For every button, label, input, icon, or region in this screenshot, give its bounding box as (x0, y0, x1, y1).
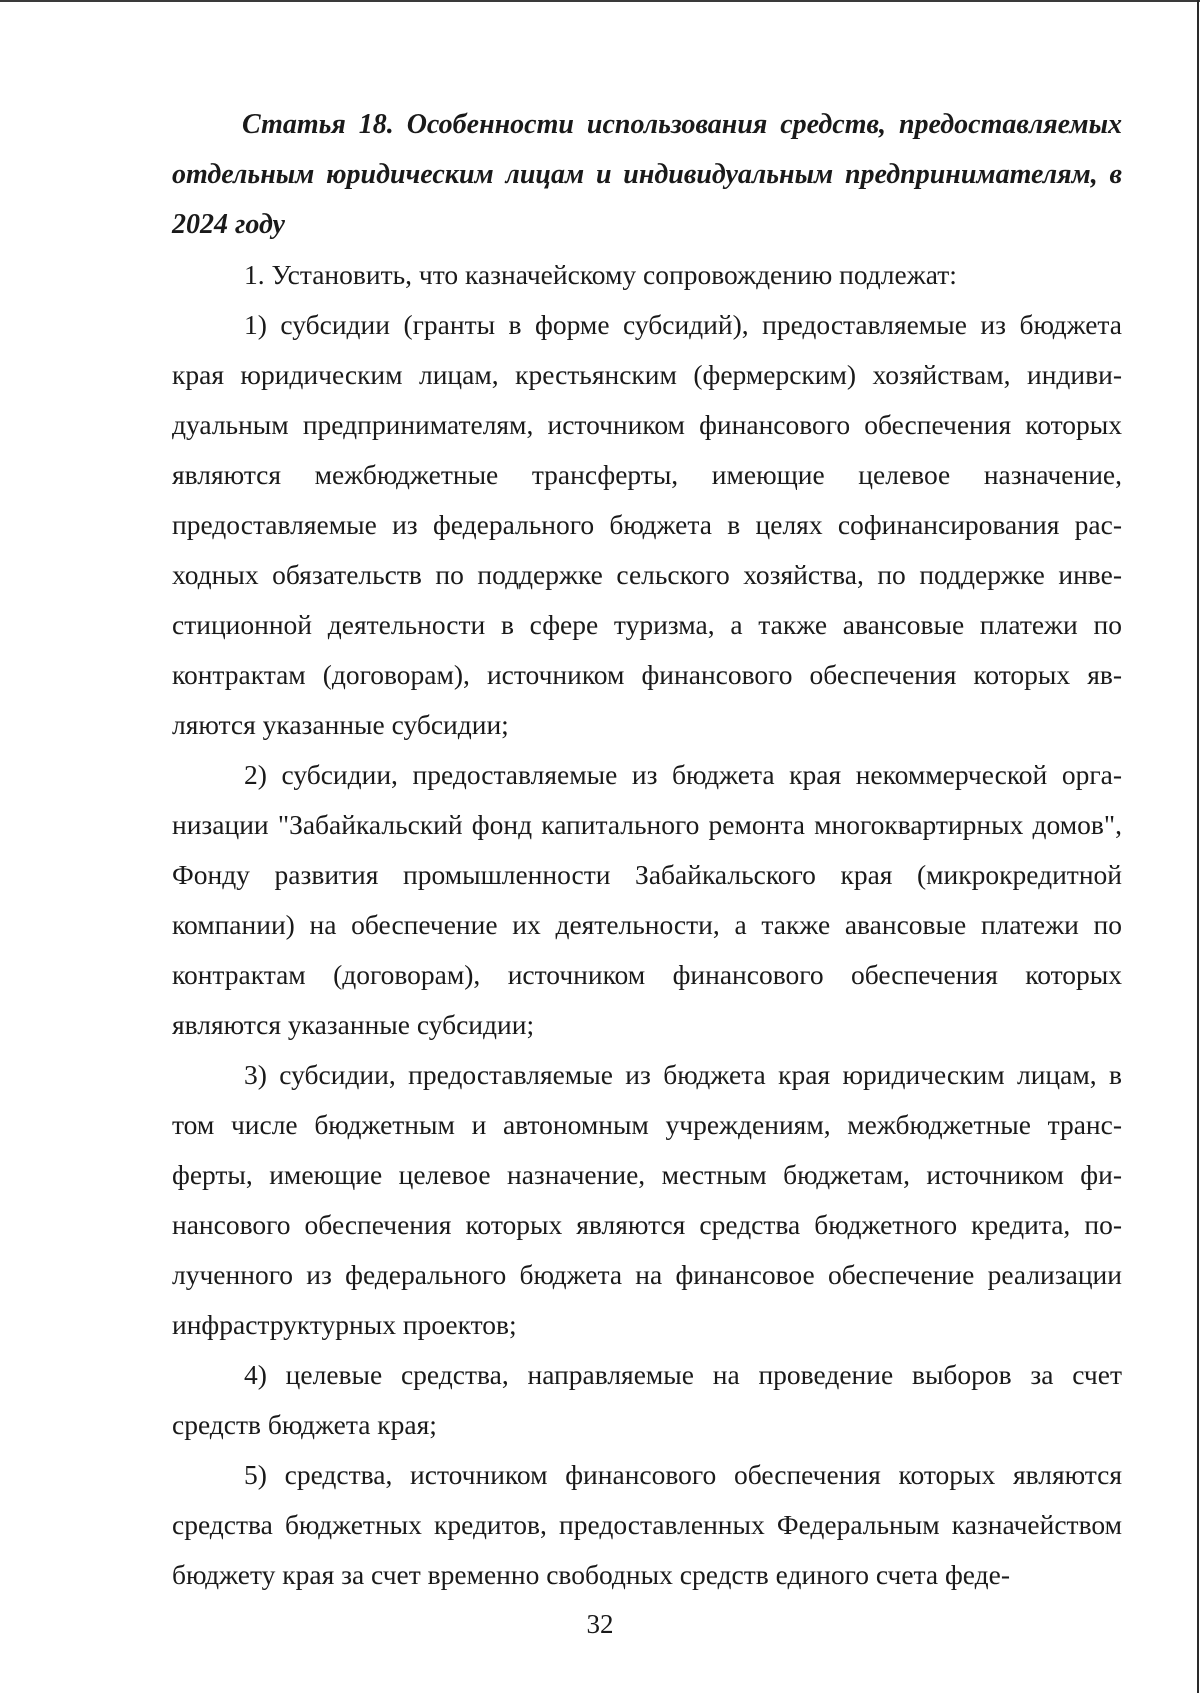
paragraph-2: 1) субсидии (гранты в форме субсидий), предоставляемые из бюджета края юридическим лицам, крестьянским (фермерским) хозяйствам, индивидуальным предпринимателям, источником финансового обеспечения которых являются межбюджетные трансферты, имеющие целевое назначение, предоставляемые из федерального бюджета в целях софинансирования расходных обязательств по поддержке сельского хозяйства, по поддержке инвестиционной деятельности в сфере туризма, а также авансовые платежи по контрактам (договорам), источником финансового обеспечения которых являются указанные субсидии; (172, 309, 1122, 740)
scan-edge-top (0, 0, 1200, 2)
paragraph-1: 1. Установить, что казначейскому сопровождению подлежат: (244, 259, 957, 290)
paragraph-3: 2) субсидии, предоставляемые из бюджета края некоммерческой организации "Забайкальский фонд капитального ремонта многоквартирных домов", Фонду развития промышленности Забайкальского края (микрокредитной компании) на обеспечение их деятельности, а также авансовые платежи по контрактам (договорам), источником финансового обеспечения которых являются указанные субсидии; (172, 759, 1122, 1040)
paragraph-6: 5) средства, источником финансового обеспечения которых являются средства бюджетных кредитов, предоставленных Федеральным казначейством бюджету края за счет временно свободных средств единого счета феде- (172, 1459, 1122, 1590)
paragraph-4: 3) субсидии, предоставляемые из бюджета края юридическим лицам, в том числе бюджетным и автономным учреждениям, межбюджетные трансферты, имеющие целевое назначение, местным бюджетам, источником финансового обеспечения которых являются средства бюджетного кредита, полученного из федерального бюджета на финансовое обеспечение реализации инфраструктурных проектов; (172, 1059, 1122, 1340)
article-heading: Статья 18. Особенности использования средств, предоставляемых отдельным юридическим лицам и индивидуальным предпринимателям, в 2024 году (172, 109, 1122, 240)
paragraph-5: 4) целевые средства, направляемые на проведение выборов за счет средств бюджета края; (172, 1359, 1122, 1440)
scan-edge-right (1197, 0, 1199, 1693)
page-number: 32 (586, 1609, 614, 1639)
